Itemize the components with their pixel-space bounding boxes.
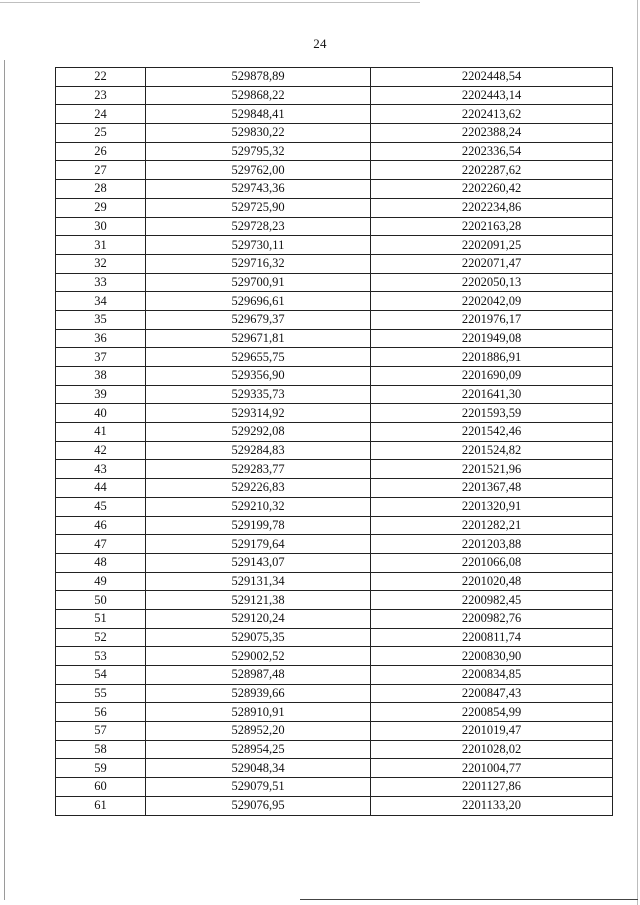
table-row — [56, 68, 613, 87]
y-coordinate-cell: 2201004,77 — [371, 759, 613, 778]
y-coordinate-cell: 2200834,85 — [371, 666, 613, 685]
coordinates-table-body — [56, 68, 613, 816]
y-coordinate-cell: 2201282,21 — [371, 516, 613, 535]
x-coordinate-cell: 529848,41 — [146, 105, 371, 124]
point-number-cell: 38 — [56, 367, 146, 386]
table-row — [56, 666, 613, 685]
x-coordinate-cell: 529076,95 — [146, 796, 371, 815]
x-coordinate-cell: 529283,77 — [146, 460, 371, 479]
point-number-cell: 26 — [56, 142, 146, 161]
y-coordinate-cell: 2201886,91 — [371, 348, 613, 367]
table-row — [56, 647, 613, 666]
table-row — [56, 180, 613, 199]
table-row — [56, 423, 613, 442]
point-number-cell: 23 — [56, 86, 146, 105]
point-number-cell: 56 — [56, 703, 146, 722]
point-number-cell: 55 — [56, 684, 146, 703]
point-number-cell: 51 — [56, 609, 146, 628]
point-number-cell: 59 — [56, 759, 146, 778]
y-coordinate-cell: 2201524,82 — [371, 441, 613, 460]
x-coordinate-cell: 529292,08 — [146, 423, 371, 442]
y-coordinate-cell: 2202163,28 — [371, 217, 613, 236]
scan-edge-bottom — [300, 899, 638, 900]
scan-edge-right — [637, 0, 638, 905]
y-coordinate-cell: 2201976,17 — [371, 310, 613, 329]
x-coordinate-cell: 529795,32 — [146, 142, 371, 161]
table-row — [56, 236, 613, 255]
point-number-cell: 52 — [56, 628, 146, 647]
x-coordinate-cell: 529679,37 — [146, 310, 371, 329]
y-coordinate-cell: 2201020,48 — [371, 572, 613, 591]
x-coordinate-cell: 528939,66 — [146, 684, 371, 703]
y-coordinate-cell: 2202287,62 — [371, 161, 613, 180]
table-row — [56, 385, 613, 404]
y-coordinate-cell: 2201690,09 — [371, 367, 613, 386]
table-row — [56, 348, 613, 367]
point-number-cell: 41 — [56, 423, 146, 442]
table-row — [56, 329, 613, 348]
point-number-cell: 61 — [56, 796, 146, 815]
x-coordinate-cell: 529199,78 — [146, 516, 371, 535]
point-number-cell: 29 — [56, 198, 146, 217]
table-row — [56, 591, 613, 610]
point-number-cell: 32 — [56, 254, 146, 273]
table-row — [56, 722, 613, 741]
point-number-cell: 40 — [56, 404, 146, 423]
x-coordinate-cell: 529179,64 — [146, 535, 371, 554]
table-row — [56, 86, 613, 105]
y-coordinate-cell: 2202091,25 — [371, 236, 613, 255]
table-row — [56, 198, 613, 217]
point-number-cell: 37 — [56, 348, 146, 367]
x-coordinate-cell: 528954,25 — [146, 740, 371, 759]
table-row — [56, 292, 613, 311]
y-coordinate-cell: 2202050,13 — [371, 273, 613, 292]
x-coordinate-cell: 529120,24 — [146, 609, 371, 628]
point-number-cell: 34 — [56, 292, 146, 311]
point-number-cell: 48 — [56, 553, 146, 572]
x-coordinate-cell: 529700,91 — [146, 273, 371, 292]
table-row — [56, 497, 613, 516]
y-coordinate-cell: 2201133,20 — [371, 796, 613, 815]
point-number-cell: 28 — [56, 180, 146, 199]
table-row — [56, 628, 613, 647]
x-coordinate-cell: 529131,34 — [146, 572, 371, 591]
point-number-cell: 24 — [56, 105, 146, 124]
x-coordinate-cell: 528952,20 — [146, 722, 371, 741]
point-number-cell: 58 — [56, 740, 146, 759]
x-coordinate-cell: 528987,48 — [146, 666, 371, 685]
point-number-cell: 25 — [56, 124, 146, 143]
x-coordinate-cell: 529079,51 — [146, 778, 371, 797]
point-number-cell: 36 — [56, 329, 146, 348]
point-number-cell: 30 — [56, 217, 146, 236]
table-row — [56, 124, 613, 143]
y-coordinate-cell: 2201066,08 — [371, 553, 613, 572]
x-coordinate-cell: 529655,75 — [146, 348, 371, 367]
x-coordinate-cell: 528910,91 — [146, 703, 371, 722]
x-coordinate-cell: 529696,61 — [146, 292, 371, 311]
table-row — [56, 404, 613, 423]
table-row — [56, 759, 613, 778]
table-row — [56, 796, 613, 815]
y-coordinate-cell: 2201320,91 — [371, 497, 613, 516]
coordinates-table — [55, 67, 613, 816]
y-coordinate-cell: 2200847,43 — [371, 684, 613, 703]
y-coordinate-cell: 2201949,08 — [371, 329, 613, 348]
point-number-cell: 33 — [56, 273, 146, 292]
x-coordinate-cell: 529121,38 — [146, 591, 371, 610]
point-number-cell: 53 — [56, 647, 146, 666]
x-coordinate-cell: 529716,32 — [146, 254, 371, 273]
point-number-cell: 47 — [56, 535, 146, 554]
table-row — [56, 460, 613, 479]
table-row — [56, 273, 613, 292]
y-coordinate-cell: 2200982,76 — [371, 609, 613, 628]
x-coordinate-cell: 529830,22 — [146, 124, 371, 143]
table-row — [56, 105, 613, 124]
y-coordinate-cell: 2202234,86 — [371, 198, 613, 217]
y-coordinate-cell: 2201593,59 — [371, 404, 613, 423]
table-row — [56, 703, 613, 722]
y-coordinate-cell: 2201641,30 — [371, 385, 613, 404]
y-coordinate-cell: 2201127,86 — [371, 778, 613, 797]
x-coordinate-cell: 529210,32 — [146, 497, 371, 516]
y-coordinate-cell: 2202413,62 — [371, 105, 613, 124]
y-coordinate-cell: 2201542,46 — [371, 423, 613, 442]
y-coordinate-cell: 2200830,90 — [371, 647, 613, 666]
point-number-cell: 31 — [56, 236, 146, 255]
x-coordinate-cell: 529143,07 — [146, 553, 371, 572]
y-coordinate-cell: 2201203,88 — [371, 535, 613, 554]
table-row — [56, 684, 613, 703]
table-row — [56, 516, 613, 535]
point-number-cell: 22 — [56, 68, 146, 87]
x-coordinate-cell: 529356,90 — [146, 367, 371, 386]
point-number-cell: 27 — [56, 161, 146, 180]
x-coordinate-cell: 529075,35 — [146, 628, 371, 647]
point-number-cell: 46 — [56, 516, 146, 535]
table-row — [56, 553, 613, 572]
y-coordinate-cell: 2202388,24 — [371, 124, 613, 143]
table-row — [56, 479, 613, 498]
point-number-cell: 54 — [56, 666, 146, 685]
table-row — [56, 367, 613, 386]
x-coordinate-cell: 529284,83 — [146, 441, 371, 460]
point-number-cell: 60 — [56, 778, 146, 797]
point-number-cell: 39 — [56, 385, 146, 404]
table-row — [56, 778, 613, 797]
point-number-cell: 35 — [56, 310, 146, 329]
table-row — [56, 441, 613, 460]
table-row — [56, 142, 613, 161]
y-coordinate-cell: 2200811,74 — [371, 628, 613, 647]
x-coordinate-cell: 529878,89 — [146, 68, 371, 87]
table-row — [56, 161, 613, 180]
table-row — [56, 254, 613, 273]
x-coordinate-cell: 529002,52 — [146, 647, 371, 666]
table-row — [56, 572, 613, 591]
scan-edge-left — [4, 60, 5, 900]
point-number-cell: 42 — [56, 441, 146, 460]
y-coordinate-cell: 2202336,54 — [371, 142, 613, 161]
y-coordinate-cell: 2202260,42 — [371, 180, 613, 199]
x-coordinate-cell: 529671,81 — [146, 329, 371, 348]
scan-edge-top — [0, 2, 420, 3]
y-coordinate-cell: 2202448,54 — [371, 68, 613, 87]
point-number-cell: 50 — [56, 591, 146, 610]
x-coordinate-cell: 529335,73 — [146, 385, 371, 404]
page-number: 24 — [313, 36, 327, 51]
x-coordinate-cell: 529048,34 — [146, 759, 371, 778]
x-coordinate-cell: 529314,92 — [146, 404, 371, 423]
y-coordinate-cell: 2201521,96 — [371, 460, 613, 479]
point-number-cell: 45 — [56, 497, 146, 516]
table-row — [56, 609, 613, 628]
x-coordinate-cell: 529762,00 — [146, 161, 371, 180]
y-coordinate-cell: 2202443,14 — [371, 86, 613, 105]
x-coordinate-cell: 529743,36 — [146, 180, 371, 199]
y-coordinate-cell: 2202071,47 — [371, 254, 613, 273]
point-number-cell: 49 — [56, 572, 146, 591]
x-coordinate-cell: 529730,11 — [146, 236, 371, 255]
point-number-cell: 57 — [56, 722, 146, 741]
x-coordinate-cell: 529725,90 — [146, 198, 371, 217]
point-number-cell: 44 — [56, 479, 146, 498]
table-row — [56, 217, 613, 236]
y-coordinate-cell: 2201367,48 — [371, 479, 613, 498]
point-number-cell: 43 — [56, 460, 146, 479]
x-coordinate-cell: 529728,23 — [146, 217, 371, 236]
x-coordinate-cell: 529226,83 — [146, 479, 371, 498]
table-row — [56, 535, 613, 554]
y-coordinate-cell: 2200982,45 — [371, 591, 613, 610]
table-row — [56, 310, 613, 329]
y-coordinate-cell: 2200854,99 — [371, 703, 613, 722]
y-coordinate-cell: 2201019,47 — [371, 722, 613, 741]
table-row — [56, 740, 613, 759]
y-coordinate-cell: 2201028,02 — [371, 740, 613, 759]
y-coordinate-cell: 2202042,09 — [371, 292, 613, 311]
x-coordinate-cell: 529868,22 — [146, 86, 371, 105]
